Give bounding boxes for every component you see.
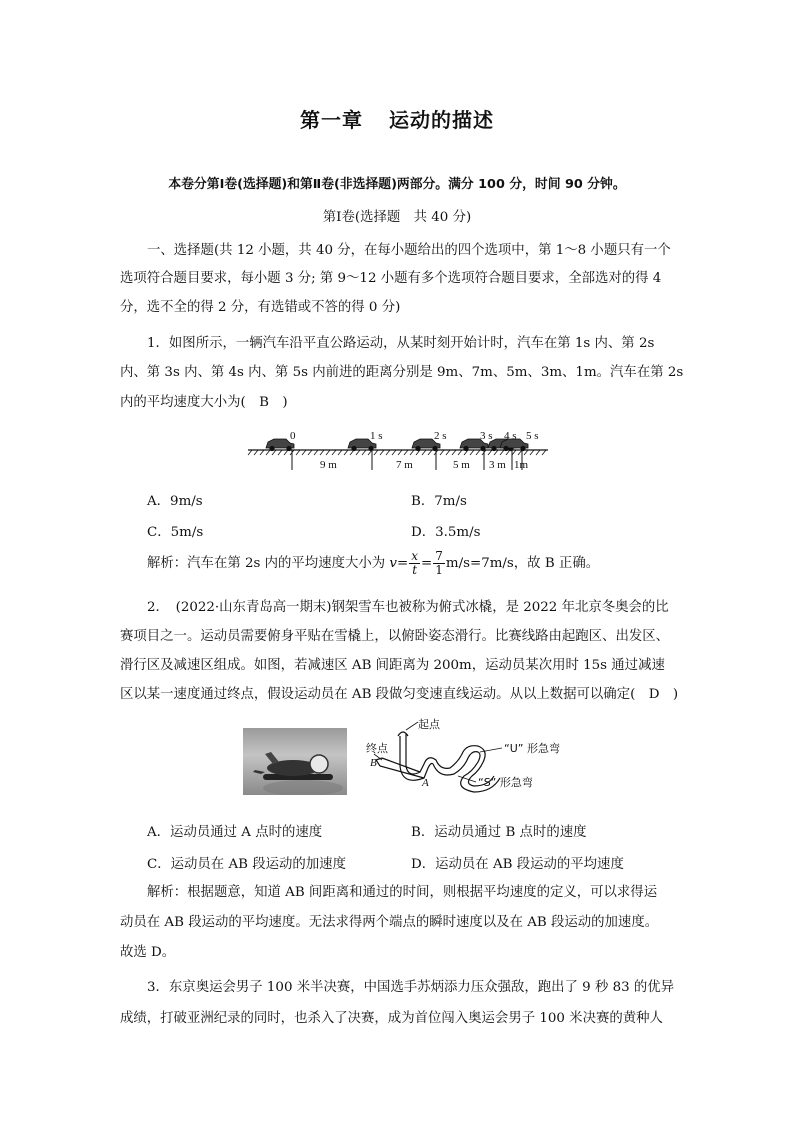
fraction-denominator: t <box>412 563 418 577</box>
distance-label: 5 m <box>453 459 470 471</box>
equals-sign: = <box>421 556 433 571</box>
option-c[interactable]: C．5m/s <box>147 525 204 540</box>
track-diagram <box>362 716 642 796</box>
fraction-denominator: 1 <box>435 563 443 577</box>
time-label: 5 s <box>526 430 539 442</box>
q3-stem-line: 3．东京奥运会男子 100 米半决赛，中国选手苏炳添力压众强敌，跑出了 9 秒 83 的优异 <box>147 980 675 995</box>
skeleton-sled-photo <box>243 728 347 795</box>
option-d[interactable]: D．运动员在 AB 段运动的平均速度 <box>411 857 624 872</box>
time-label: 0 <box>290 430 296 442</box>
option-d[interactable]: D．3.5m/s <box>411 525 481 540</box>
q2-stem-line: 2． (2022·山东青岛高一期末)钢架雪车也被称为俯式冰橇，是 2022 年北京冬奥会的比 <box>147 600 669 615</box>
time-label: 4 s <box>504 430 517 442</box>
fraction-seven-over-one <box>433 550 445 577</box>
equals-sign: = <box>397 556 409 571</box>
time-label: 1 s <box>370 430 383 442</box>
page-title <box>0 104 794 133</box>
distance-label: 1m <box>514 459 529 471</box>
q2-analysis-line: 解析：根据题意，知道 AB 间距离和通过的时间，则根据平均速度的定义，可以求得运 <box>147 885 658 900</box>
q2-stem-line: 赛项目之一。运动员需要俯身平贴在雪橇上，以俯卧姿态滑行。比赛线路由起跑区、出发区、 <box>120 629 670 644</box>
instructions-line: 分，选不全的得 2 分，有选错或不答的得 0 分) <box>120 300 401 315</box>
u-turn-label: “U” 形急弯 <box>504 742 560 755</box>
instructions-line: 一、选择题(共 12 小题，共 40 分，在每小题给出的四个选项中，第 1～8 小题只有一个 <box>147 243 671 258</box>
exam-intro: 本卷分第Ⅰ卷(选择题)和第Ⅱ卷(非选择题)两部分。满分 100 分，时间 90 分钟。 <box>168 177 626 192</box>
q1-car-figure <box>246 424 550 474</box>
q2-stem-line: 滑行区及减速区组成。如图，若减速区 AB 间距离为 200m，运动员某次用时 15s 通过减速 <box>120 658 665 673</box>
q3-stem-line: 成绩，打破亚洲纪录的同时，也杀入了决赛，成为首位闯入奥运会男子 100 米决赛的黄种人 <box>120 1011 663 1026</box>
q2-analysis-line: 动员在 AB 段运动的平均速度。无法求得两个端点的瞬时速度以及在 AB 段运动的加速度。 <box>120 915 659 930</box>
s-turn-label: “S” 形急弯 <box>478 776 533 789</box>
q2-stem-line: 区以某一速度通过终点，假设运动员在 AB 段做匀变速直线运动。从以上数据可以确定( D ) <box>120 687 679 702</box>
chapter-number: 第一章 <box>300 108 363 132</box>
q1-stem-line: 内的平均速度大小为( B ) <box>120 395 288 410</box>
fraction-numerator: x <box>411 549 419 563</box>
time-label: 2 s <box>434 430 447 442</box>
instructions-line: 选项符合题目要求，每小题 3 分; 第 9～12 小题有多个选项符合题目要求，全部选对的得 4 <box>120 271 662 286</box>
velocity-symbol: v <box>389 556 397 571</box>
option-b[interactable]: B．运动员通过 B 点时的速度 <box>411 825 587 840</box>
point-a-label: A <box>422 777 429 789</box>
point-b-label: B <box>370 757 377 769</box>
option-a[interactable]: A．运动员通过 A 点时的速度 <box>147 825 323 840</box>
analysis-text: 解析：汽车在第 2s 内的平均速度大小为 <box>147 556 390 571</box>
chapter-name: 运动的描述 <box>389 108 494 132</box>
fraction-x-over-t <box>409 550 420 577</box>
distance-label: 7 m <box>396 459 413 471</box>
option-b[interactable]: B．7m/s <box>411 494 467 509</box>
start-point-label: 起点 <box>418 718 440 731</box>
finish-point-label: 终点 <box>366 742 388 755</box>
q1-analysis <box>147 550 599 578</box>
q1-stem-line: 1．如图所示，一辆汽车沿平直公路运动，从某时刻开始计时，汽车在第 1s 内、第 2s <box>147 336 655 351</box>
time-label: 3 s <box>480 430 493 442</box>
distance-label: 3 m <box>489 459 506 471</box>
distance-label: 9 m <box>320 459 337 471</box>
section-heading: 第Ⅰ卷(选择题 共 40 分) <box>322 210 472 225</box>
option-c[interactable]: C．运动员在 AB 段运动的加速度 <box>147 857 346 872</box>
q1-stem-line: 内、第 3s 内、第 4s 内、第 5s 内前进的距离分别是 9m、7m、5m、3m、1m。汽车在第 2s <box>120 365 684 380</box>
fraction-numerator: 7 <box>435 549 443 563</box>
analysis-text: m/s=7m/s，故 B 正确。 <box>445 556 600 571</box>
q2-analysis-line: 故选 D。 <box>120 945 176 960</box>
option-a[interactable]: A．9m/s <box>147 494 203 509</box>
